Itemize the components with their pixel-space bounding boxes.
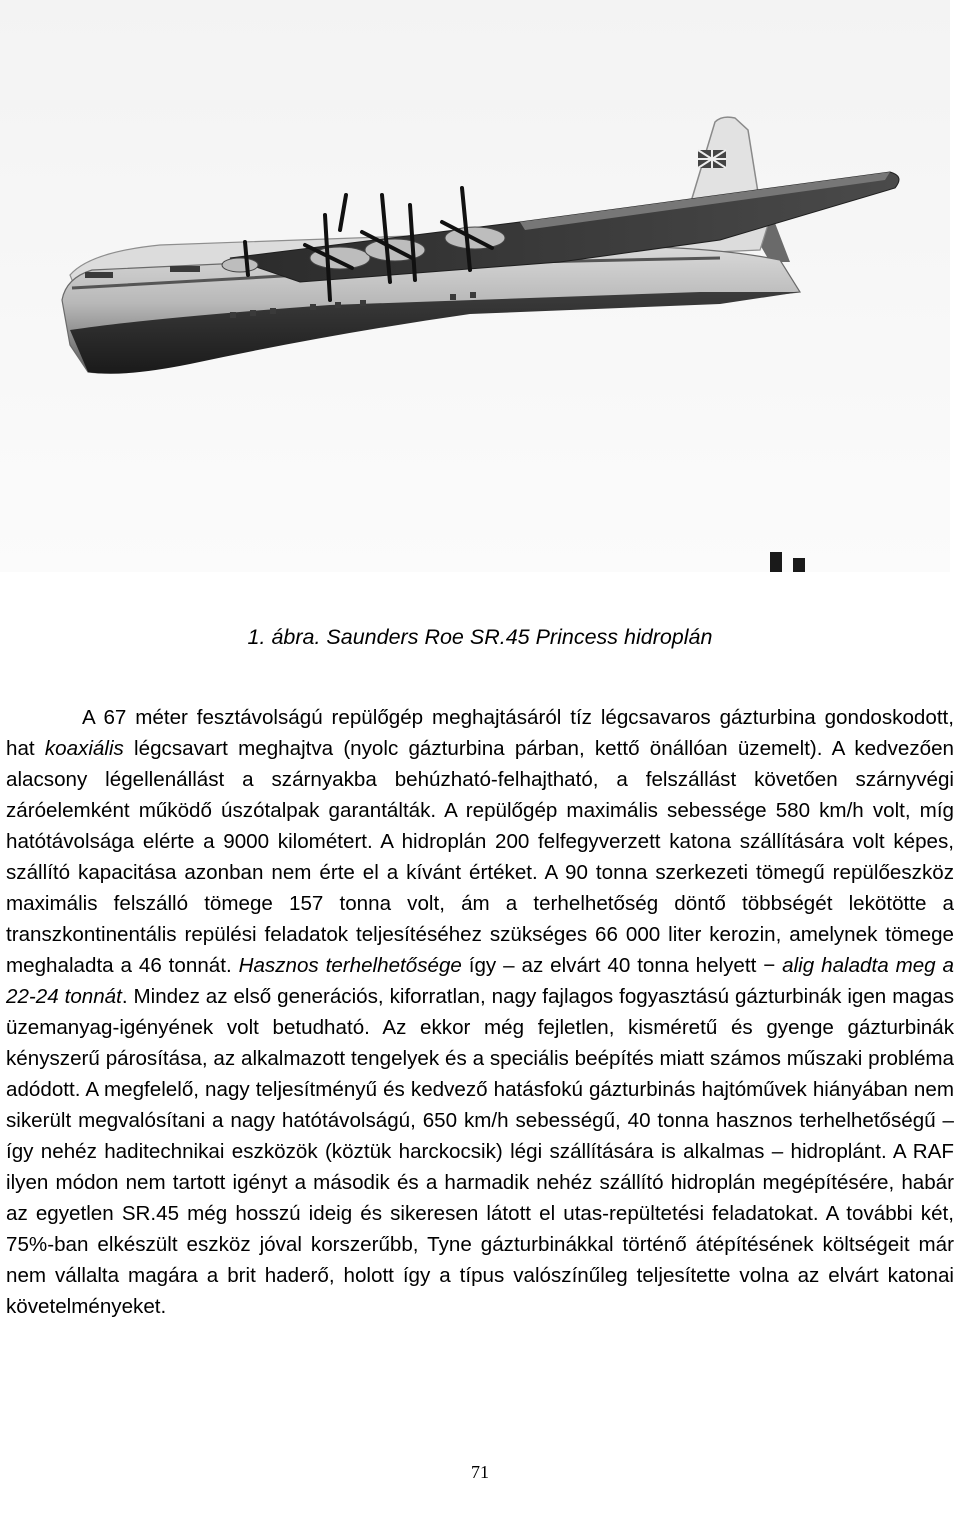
text-segment: így – az elvárt 40 tonna helyett − [461, 954, 783, 977]
figure-caption: 1. ábra. Saunders Roe SR.45 Princess hidroplán [247, 625, 713, 649]
text-segment: A 67 méter fesztávolságú repülőgép meghajtásáról tíz légcsavaros gázturbina gondoskodott, hat [6, 706, 954, 760]
text-segment: . Mindez az első generációs, kiforratlan, nagy fajlagos fogyasztású gázturbinák igen magas üzemanyag-igényének volt betudható. Az ekkor még fejletlen, kisméretű és gyenge gázturbinák kényszerű párosítása, az alkalmazott tengelyek és a speciális beépítés miatt számos műszaki probléma adódott. A megfelelő, nagy teljesítményű és kedvező hatásfokú gázturbinás hajtóművek hiányában nem sikerült megvalósítani a nagy hatótávolságú, 650 km/h sebességű, 40 tonna hasznos terhelhetőségű – így nehéz haditechnikai eszközök (köztük harckocsik) légi szállítására is alkalmas – hidroplánt. A RAF ilyen módon nem tartott igényt a második és a harmadik nehéz szállító hidroplán megépítésére, habár az egyetlen SR.45 még hosszú ideig és sikeresen látott el utas-repültetési feladatokat. A további két, 75%-ban elkészült eszköz jóval korszerűbb, Tyne gázturbinákkal történő átépítésének költségeit már nem vállalta magára a brit haderő, holott így a típus valószínűleg teljesítette volna az elvárt katonai követelményeket. [6, 985, 954, 1318]
union-flag-icon [698, 150, 726, 168]
emphasis-tonnage: alig haladta meg a 22-24 tonnát [6, 954, 954, 1008]
text-segment: légcsavart meghajtva (nyolc gázturbina párban, kettő önállóan üzemelt). A kedvezően alacsony légellenállást a szárnyakba behúzható-felhajtható, a felszállást követően szárnyvégi záróelemként működő úszótalpak garantálták. A repülőgép maximális sebessége 580 km/h volt, míg hatótávolsága elérte a 9000 kilométert. A hidroplán 200 felfegyverzett katona szállítására volt képes, szállító kapacitása azonban nem érte el a kívánt értéket. A 90 tonna szerkezeti tömegű repülőeszköz maximális felszálló tömege 157 tonna volt, ám a terhelhetőség döntő többségét lekötötte a transzkontinentális repülési feladatok teljesítéséhez szükséges 66 000 liter kerozin, amelynek tömege meghaladta a 46 tonnát. [6, 737, 954, 977]
emphasis-koaxialis: koaxiális [44, 737, 124, 760]
flying-boat-photo [0, 0, 950, 572]
body-paragraph [6, 702, 954, 1322]
page-number: 71 [471, 1462, 489, 1482]
emphasis-payload: Hasznos terhelhetősége [238, 954, 462, 977]
